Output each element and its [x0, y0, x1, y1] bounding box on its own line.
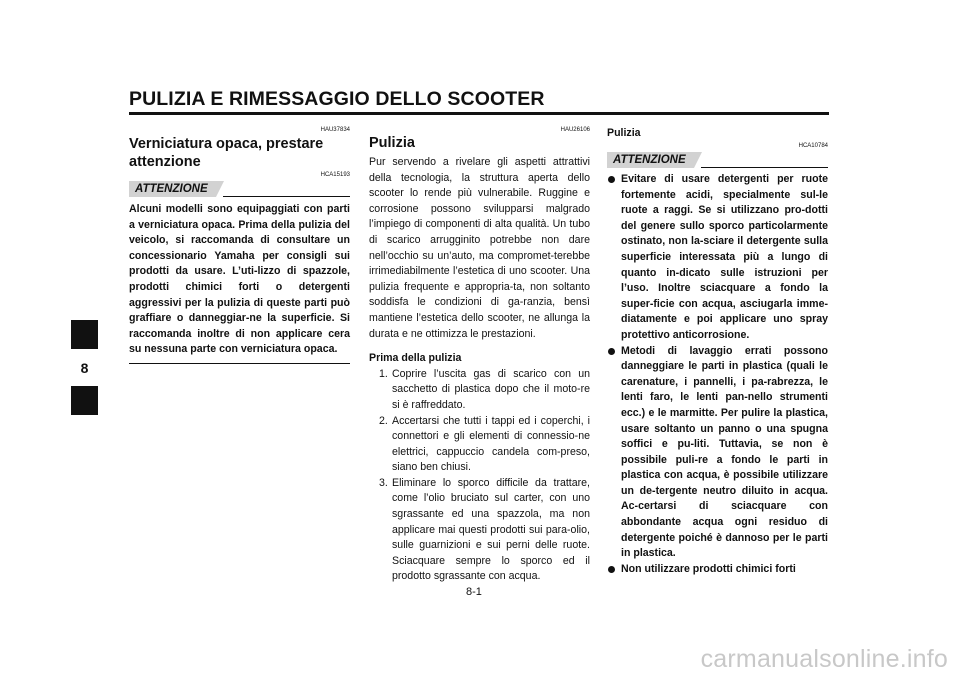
page-title: PULIZIA E RIMESSAGGIO DELLO SCOOTER: [129, 88, 545, 110]
attention-rule: [701, 167, 828, 168]
list-item: [607, 562, 828, 578]
section-code: HAU26106: [560, 127, 590, 133]
chapter-tabs: [71, 320, 98, 419]
section-code: HAU37834: [320, 127, 350, 133]
column-matte-paint: [129, 126, 350, 364]
step-number: 2.: [379, 414, 388, 427]
caution-list: [607, 172, 828, 577]
attention-end-rule: [129, 363, 350, 364]
list-item: [379, 414, 590, 476]
column-cleaning: [369, 126, 590, 585]
bullet-icon: [608, 348, 615, 355]
page-number: 8-1: [466, 586, 482, 598]
step-text: Coprire l’uscita gas di scarico con un sacchetto di plastica dopo che il moto-re si è raffreddato.: [392, 367, 590, 411]
chapter-tab: [71, 386, 98, 415]
title-rule: [129, 112, 829, 115]
list-item: [379, 476, 590, 585]
attention-text: Alcuni modelli sono equipaggiati con parti a verniciatura opaca. Prima della pulizia del veicolo, si raccomanda di consultare un concessionario Yamaha per consigli sui prodotti da usare. L’uti-lizzo di spazzole, prodotti chimici forti o detergenti aggressivi per la pulizia di queste parti può graffiare o danneggiar-ne la superficie. Si raccomanda inoltre di non applicare cera su nessuna parte con verniciatura opaca.: [129, 203, 350, 356]
section-title: Verniciatura opaca, prestare attenzione: [129, 136, 324, 170]
bullet-icon: [608, 176, 615, 183]
column-cleaning-caution: [607, 126, 828, 577]
subhead-before-cleaning: Prima della pulizia: [369, 352, 462, 365]
attention-code: HCA10784: [798, 143, 828, 149]
bullet-text: Non utilizzare prodotti chimici forti: [621, 562, 796, 575]
list-item: [379, 367, 590, 414]
step-text: Accertarsi che tutti i tappi ed i coperchi, i connettori e gli elementi di connessio-ne elettrici, cappuccio candela com-preso, siano ben chiusi.: [392, 414, 590, 474]
section-title: Pulizia: [369, 135, 415, 151]
step-number: 1.: [379, 367, 388, 380]
bullet-text: Evitare di usare detergenti per ruote fortemente acidi, specialmente sul-le ruote a raggi. Se si utilizzano pro-dotti del genere sullo sporco particolarmente ostinato, non la-sciare il detergente sulla superficie interessata più a lungo di quanto in-dicato sulle istruzioni per l’uso. Inoltre sciacquare a fondo la super-ficie con acqua, asciugarla imme-diatamente e poi applicare uno spray protettivo anticorrosione.: [621, 173, 828, 341]
bullet-text: Metodi di lavaggio errati possono danneggiare le parti in plastica (quali le carenature, i pannelli, i pa-rabrezza, le lenti faro, le lenti pan-nello strumenti ecc.) e le marmitte. Per pulire la plastica, usare soltanto un panno o una spugna soffici e pu-liti. Tuttavia, se non è possibile puli-re a fondo le parti in plastica con acqua, è possibile utilizzare un de-tergente neutro diluito in acqua. Ac-certarsi di sciacquare con abbondante acqua ogni residuo di detergente poiché è dannoso per le parti in plastica.: [621, 344, 828, 560]
bullet-icon: [608, 566, 615, 573]
chapter-tab: [71, 320, 98, 349]
attention-badge: ATTENZIONE: [129, 181, 216, 197]
list-item: [607, 344, 828, 562]
attention-badge: ATTENZIONE: [607, 152, 694, 168]
attention-code: HCA15193: [320, 172, 350, 178]
watermark: carmanualsonline.info: [700, 645, 948, 673]
section-title: Pulizia: [607, 127, 641, 139]
step-number: 3.: [379, 476, 388, 489]
attention-rule: [223, 196, 350, 197]
steps-list: [379, 367, 590, 585]
intro-paragraph: Pur servendo a rivelare gli aspetti attrattivi della tecnologia, la struttura aperta dello scooter lo rende più vulnerabile. Ruggine e corrosione possono svilupparsi malgrado l’impiego di componenti di alta qualità. Un tubo di scarico arrugginito potrebbe non dare nell’occhio su un’auto, ma compromet-terebbe irrimediabilmente l’estetica di uno scooter. Una pulizia frequente e appropria-ta, non soltanto soddisfa le condizioni di ga-ranzia, bensì mantiene l’estetica dello scooter, ne allunga la durata e ne ottimizza le prestazioni.: [369, 156, 590, 340]
chapter-tab-active: 8: [71, 353, 98, 382]
step-text: Eliminare lo sporco difficile da trattare, come l’olio bruciato sul carter, con uno sgrassante ed una spazzola, ma non applicare mai questi prodotti sui para-olio, sulle guarnizioni e sui perni delle ruote. Sciacquare sempre lo sporco ed il prodotto sgrassante con acqua.: [392, 476, 590, 583]
list-item: [607, 172, 828, 344]
attention-header: [607, 152, 828, 168]
attention-header: [129, 181, 350, 197]
